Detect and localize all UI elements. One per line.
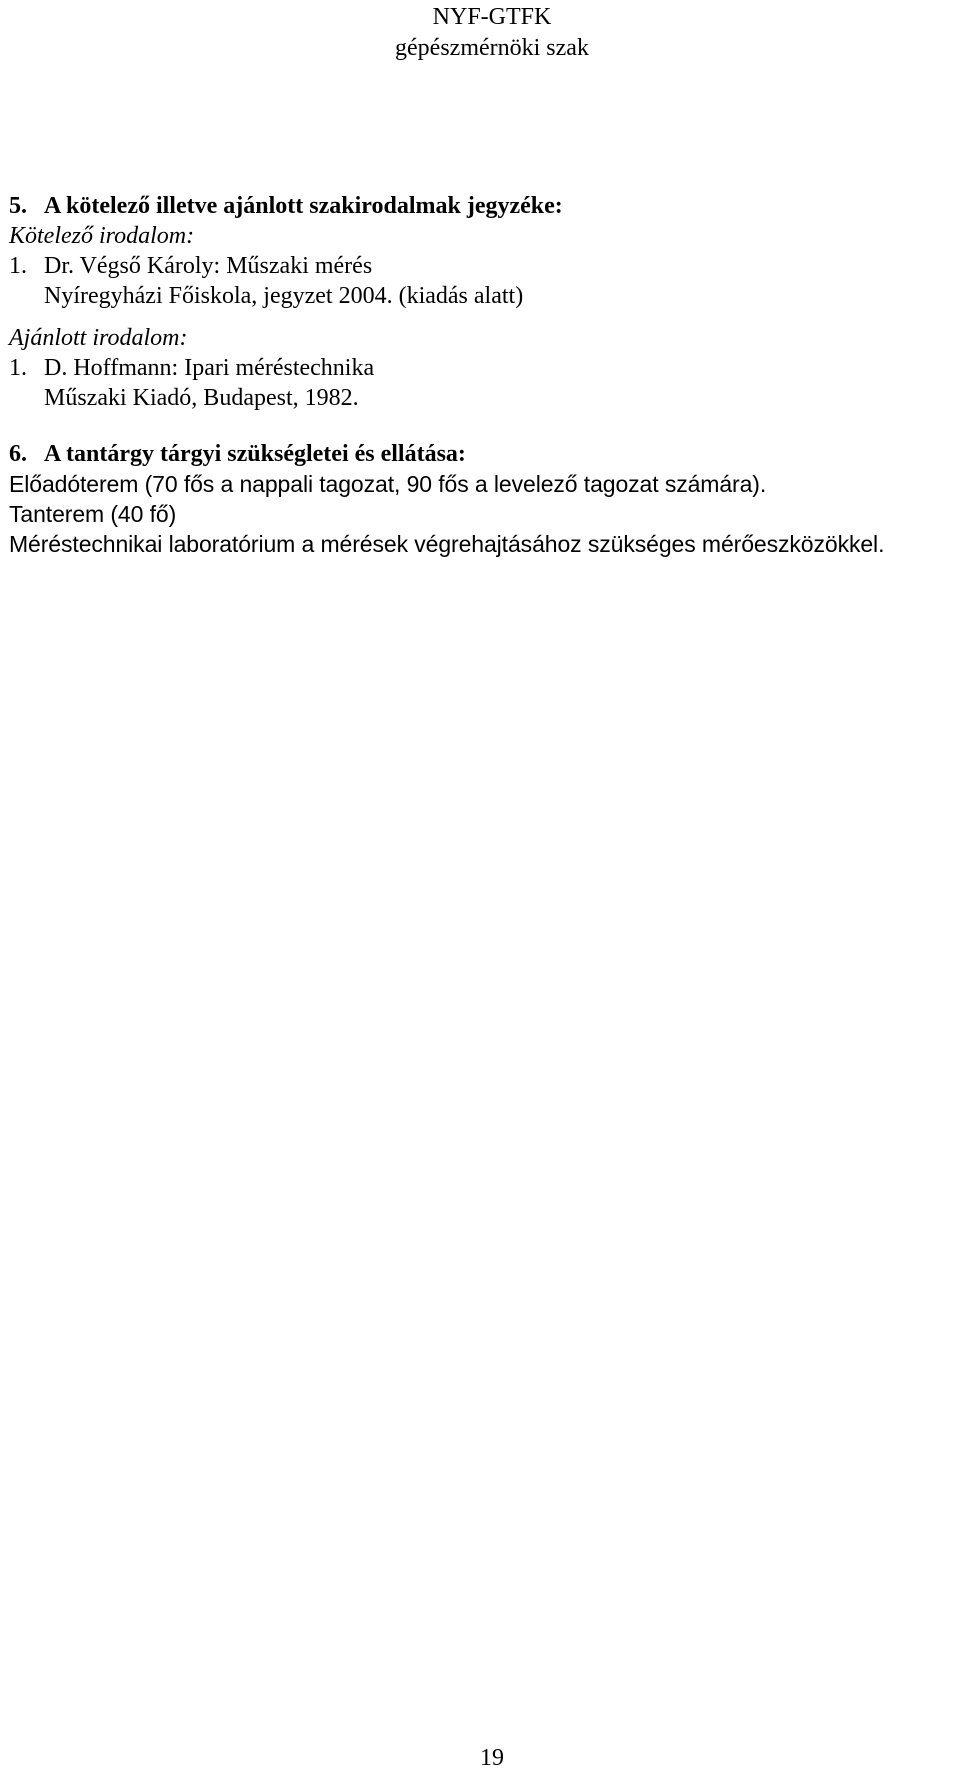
required-literature-label: Kötelező irodalom: — [9, 223, 195, 249]
recommended-literature-label: Ajánlott irodalom: — [9, 325, 188, 351]
page-header — [0, 2, 960, 64]
required-item-1-line-1 — [9, 251, 959, 281]
section-5-heading — [9, 191, 959, 221]
requirement-line-laboratory: Méréstechnikai laboratórium a mérések végrehajtásához szükséges mérőeszközökkel. — [9, 531, 885, 557]
header-institution: NYF-GTFK — [432, 4, 552, 30]
required-item-1-line-2: Nyíregyházi Főiskola, jegyzet 2004. (kiadás alatt) — [44, 283, 524, 309]
recommended-item-1-title: D. Hoffmann: Ipari méréstechnika — [44, 355, 375, 381]
requirement-line-classroom: Tanterem (40 fő) — [9, 501, 177, 527]
section-5-title: A kötelező illetve ajánlott szakirodalmak jegyzéke: — [44, 193, 563, 219]
page-number: 19 — [480, 1745, 504, 1771]
recommended-item-1-line-1 — [9, 353, 959, 383]
header-program: gépészmérnöki szak — [395, 35, 589, 61]
requirement-line-lecture-hall: Előadóterem (70 fős a nappali tagozat, 90 fős a levelező tagozat számára). — [9, 471, 767, 497]
section-6-number: 6. — [9, 441, 27, 467]
recommended-item-1-number: 1. — [9, 355, 27, 381]
recommended-item-1-line-2: Műszaki Kiadó, Budapest, 1982. — [44, 385, 359, 411]
section-6-title: A tantárgy tárgyi szükségletei és ellátása: — [44, 441, 466, 467]
document-body — [9, 191, 959, 559]
required-item-1-title: Dr. Végső Károly: Műszaki mérés — [44, 253, 373, 279]
required-item-1-number: 1. — [9, 253, 27, 279]
section-6-heading — [9, 439, 959, 469]
section-5-number: 5. — [9, 193, 27, 219]
